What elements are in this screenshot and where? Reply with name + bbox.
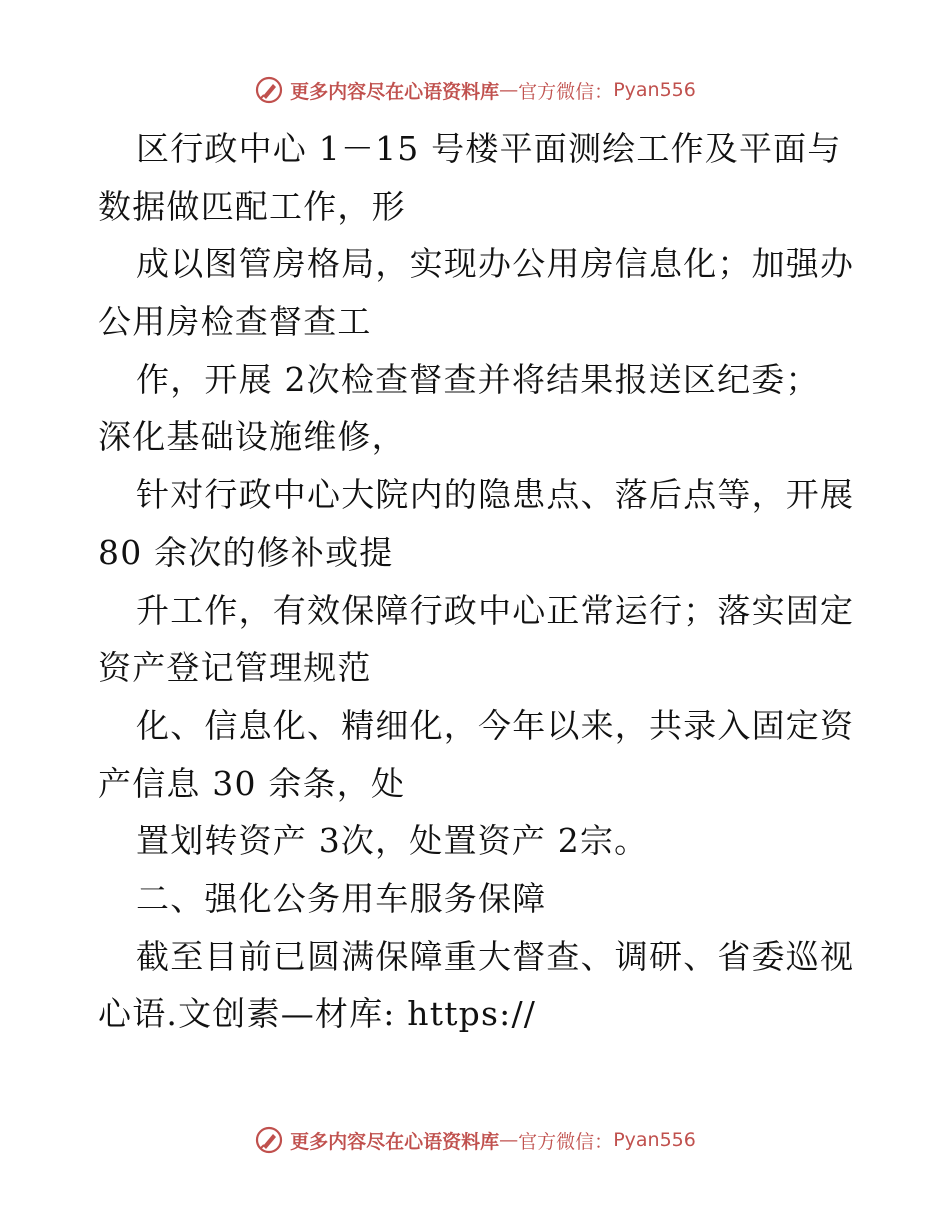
header-watermark	[0, 70, 950, 110]
watermark-separator: —	[499, 79, 519, 101]
watermark-separator: —	[499, 1129, 519, 1151]
body-line: 80 余次的修补或提	[98, 532, 394, 572]
body-line: 置划转资产 3次，处置资产 2宗。	[136, 821, 649, 861]
body-line: 作，开展 2次检查督查并将结果报送区纪委；	[136, 359, 820, 399]
body-line: 数据做匹配工作，形	[98, 186, 406, 226]
body-line: 针对行政中心大院内的隐患点、落后点等，开展	[136, 475, 855, 515]
body-line: 产信息 30 余条，处	[98, 763, 406, 803]
footer-watermark	[0, 1120, 950, 1160]
source-link-line: 心语.文创素—材库: https://	[98, 994, 537, 1034]
body-line: 深化基础设施维修，	[98, 417, 406, 457]
body-line: 区行政中心 1－15 号楼平面测绘工作及平面与	[136, 129, 842, 168]
watermark-contact-label: 官方微信：	[518, 80, 614, 103]
body-line: 成以图管房格局，实现办公用房信息化；加强办	[136, 244, 855, 284]
watermark-contact-id: Pyan556	[613, 1129, 696, 1151]
watermark-brand: 更多内容尽在心语资料库	[290, 1130, 500, 1153]
document-body	[98, 120, 858, 1043]
body-line: 公用房检查督查工	[98, 302, 372, 342]
body-line: 化、信息化、精细化，今年以来，共录入固定资	[136, 705, 855, 745]
watermark-contact-id: Pyan556	[613, 79, 696, 101]
pen-seal-icon	[254, 75, 284, 105]
body-line: 资产登记管理规范	[98, 648, 372, 688]
section-heading: 二、强化公务用车服务保障	[136, 878, 547, 918]
watermark-contact-label: 官方微信：	[518, 1130, 614, 1153]
watermark-brand: 更多内容尽在心语资料库	[290, 80, 500, 103]
body-line: 升工作，有效保障行政中心正常运行；落实固定	[136, 590, 855, 630]
body-line: 截至目前已圆满保障重大督查、调研、省委巡视	[136, 936, 855, 976]
pen-seal-icon	[254, 1125, 284, 1155]
